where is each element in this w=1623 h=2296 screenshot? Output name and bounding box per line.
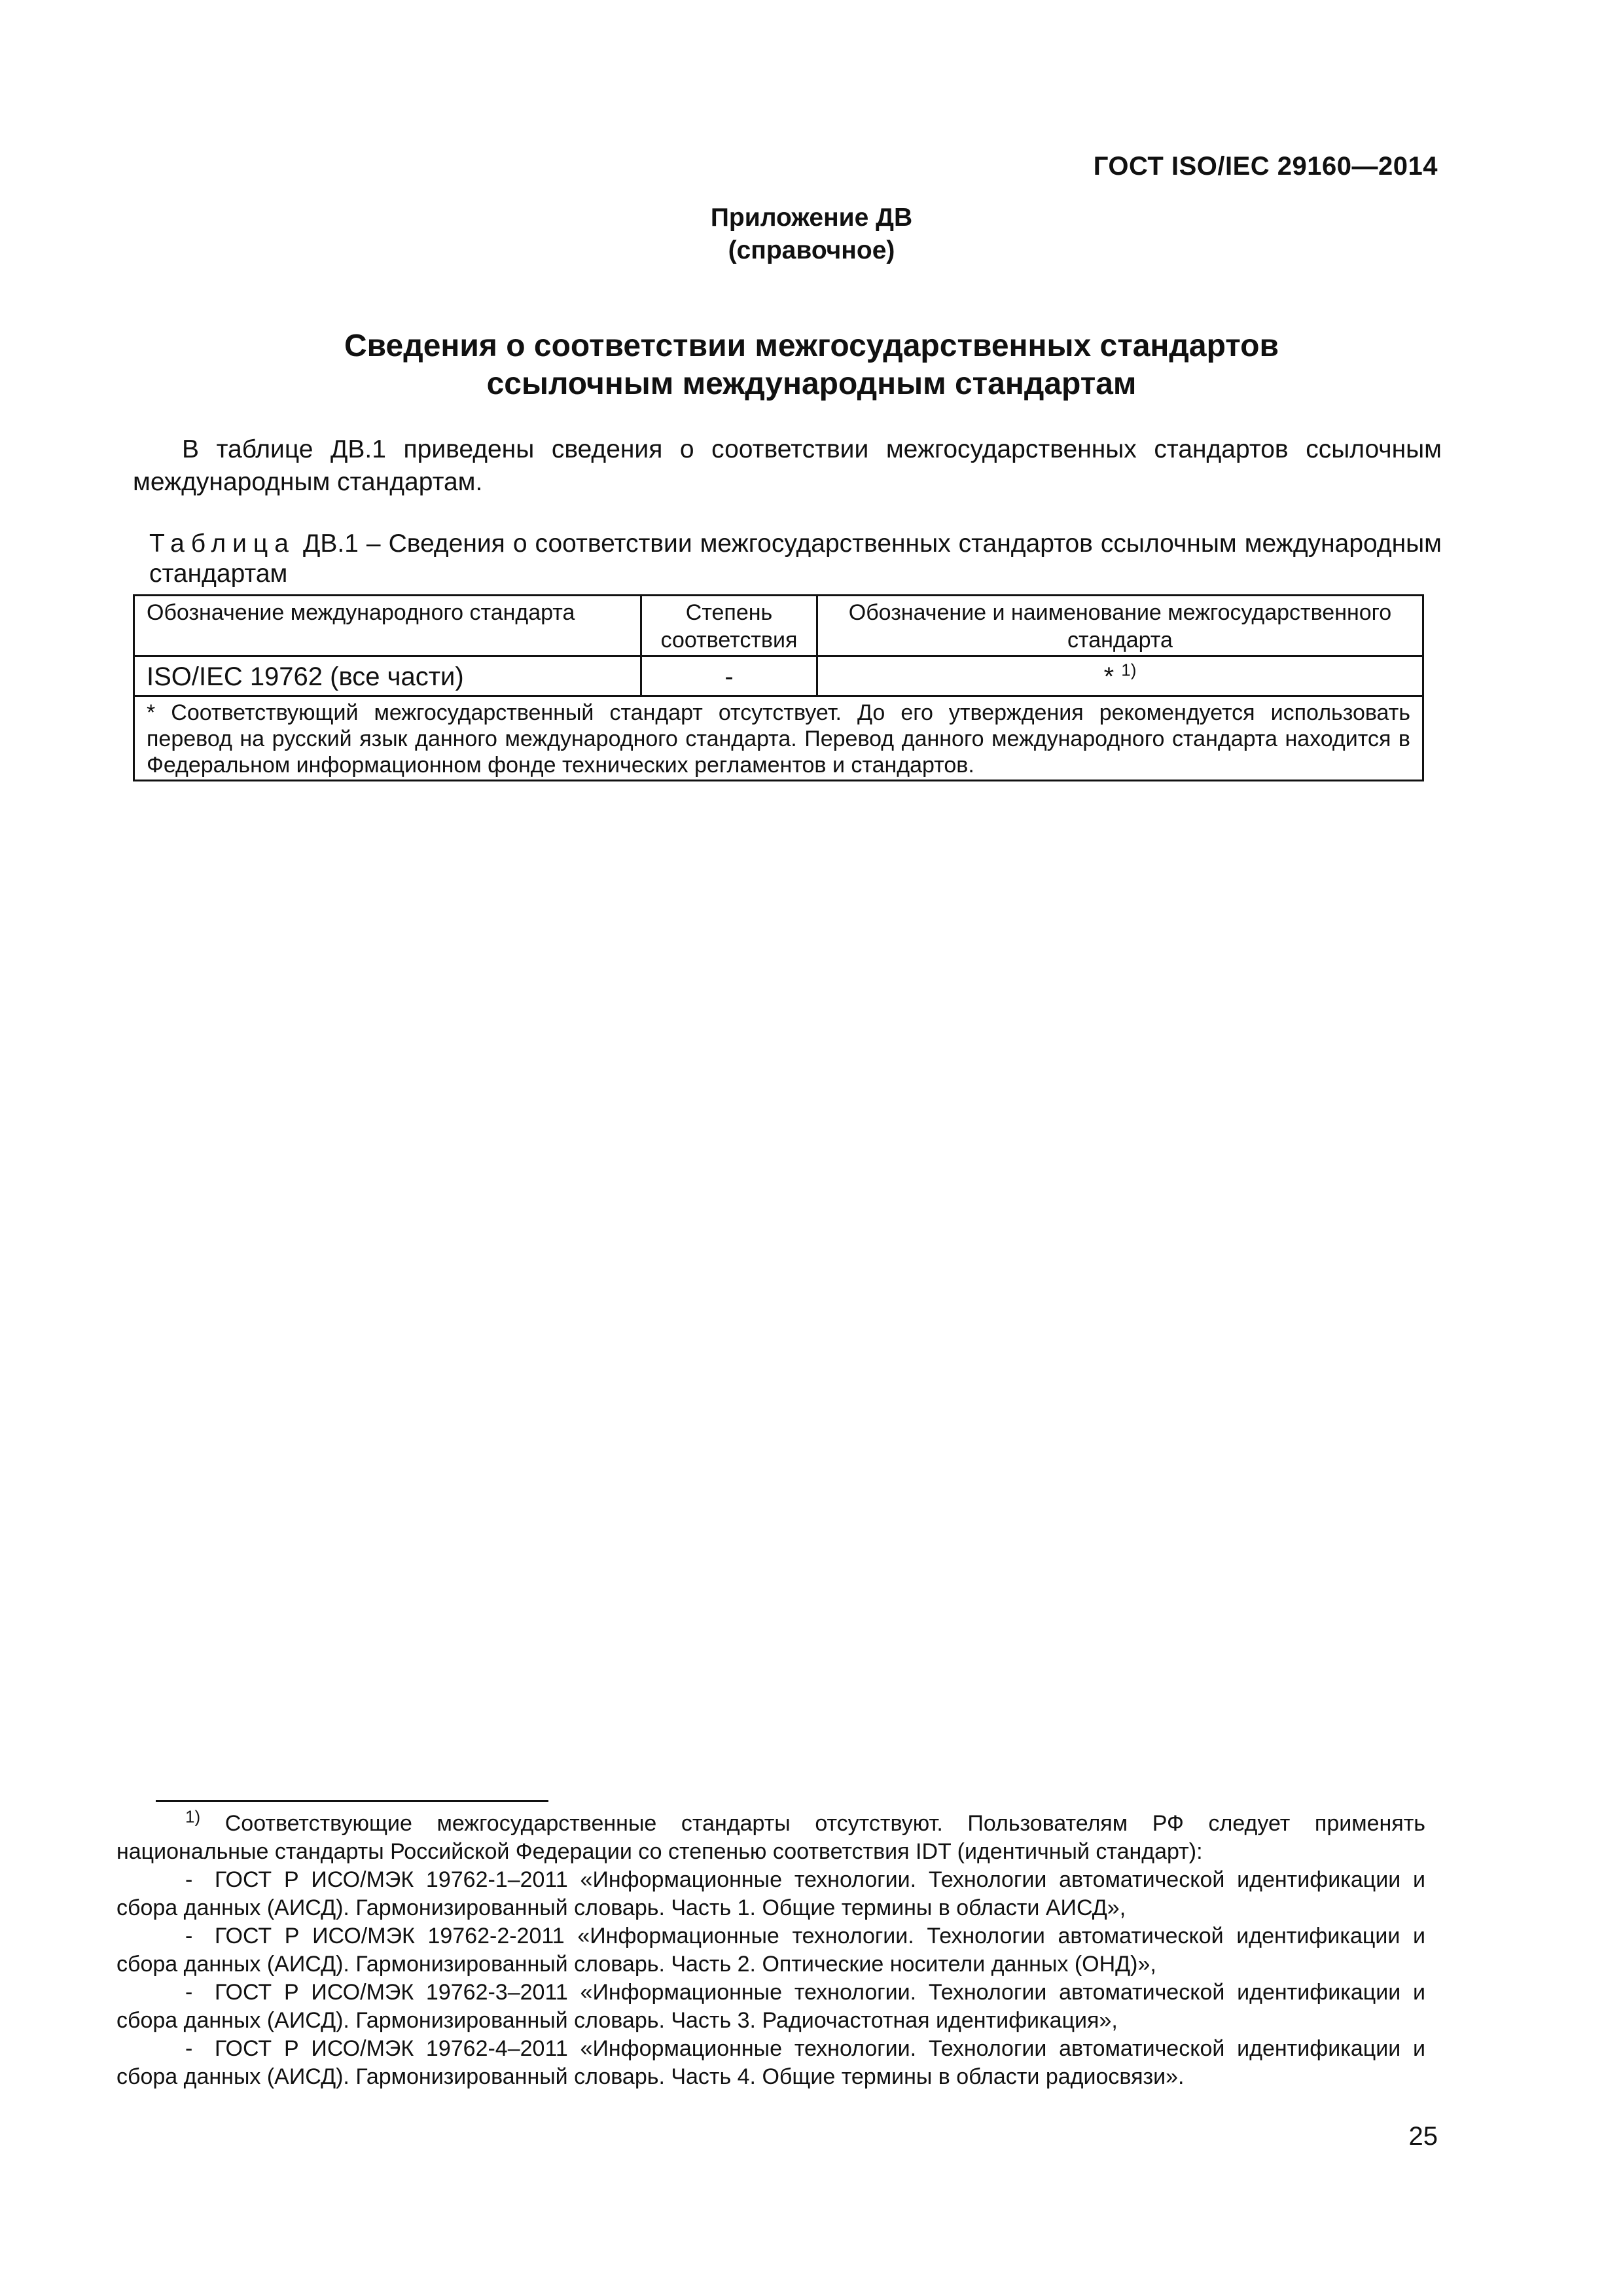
cell-interstate-value: * [1103, 662, 1115, 691]
table-caption-label: Таблица [149, 529, 295, 558]
footnote-marker: 1) [185, 1806, 201, 1827]
header-degree: Степень соответствия [641, 596, 817, 656]
table-caption [149, 529, 1442, 589]
page-title [0, 327, 1623, 403]
table-note: * Соответствующий межгосударственный стандарт отсутствует. До его утверждения рекомендуется использовать перевод на русский язык данного международного стандарта. Перевод данного международного стандарта находится в Федеральном информационном фонде технических регламентов и стандартов. [134, 696, 1423, 781]
annex-heading [0, 202, 1623, 267]
table-note-row [134, 696, 1423, 781]
footnote-item [116, 1979, 1425, 2035]
cell-designation: ISO/IEC 19762 (все части) [134, 656, 641, 696]
annex-type: (справочное) [728, 236, 895, 264]
page-title-line-1: Сведения о соответствии межгосударственных стандартов [344, 329, 1279, 363]
footnote-item [116, 1866, 1425, 1922]
footnote-item-dash: - [185, 1980, 193, 2005]
standard-number-header: ГОСТ ISO/IEC 29160—2014 [1093, 152, 1438, 181]
cell-degree: - [641, 656, 817, 696]
footnote-item-text: ГОСТ Р ИСО/МЭК 19762-1–2011 «Информационные технологии. Технологии автоматической идентификации и сбора данных (АИСД). Гармонизированный словарь. Часть 1. Общие термины в области АИСД», [116, 1867, 1425, 1920]
footnote-item-dash: - [185, 2036, 193, 2061]
standards-table [133, 594, 1424, 781]
footnote-intro [116, 1806, 1425, 1866]
footnote-item-text: ГОСТ Р ИСО/МЭК 19762-3–2011 «Информационные технологии. Технологии автоматической идентификации и сбора данных (АИСД). Гармонизированный словарь. Часть 3. Радиочастотная идентификация», [116, 1980, 1425, 2033]
cell-interstate [817, 656, 1423, 696]
header-international-standard: Обозначение международного стандарта [134, 596, 641, 656]
footnote [116, 1806, 1425, 2091]
annex-label: Приложение ДВ [710, 204, 913, 232]
footnote-item [116, 2035, 1425, 2091]
footnote-item-dash: - [185, 1867, 193, 1892]
page-number: 25 [1408, 2122, 1438, 2151]
footnote-item-text: ГОСТ Р ИСО/МЭК 19762-2-2011 «Информационные технологии. Технологии автоматической идентификации и сбора данных (АИСД). Гармонизированный словарь. Часть 2. Оптические носители данных (ОНД)», [116, 1924, 1425, 1977]
page-title-line-2: ссылочным международным стандартам [486, 367, 1137, 401]
table-row [134, 656, 1423, 696]
footnote-item [116, 1922, 1425, 1979]
header-interstate-standard: Обозначение и наименование межгосударственного стандарта [817, 596, 1423, 656]
footnote-item-dash: - [185, 1924, 193, 1948]
table-caption-text: ДВ.1 – Сведения о соответствии межгосударственных стандартов ссылочным международным стандартам [149, 529, 1442, 588]
footnote-text: Соответствующие межгосударственные стандарты отсутствуют. Пользователям РФ следует применять национальные стандарты Российской Федерации со степенью соответствия IDT (идентичный стандарт): [116, 1811, 1425, 1864]
table-header-row [134, 596, 1423, 656]
intro-paragraph: В таблице ДВ.1 приведены сведения о соответствии межгосударственных стандартов ссылочным международным стандартам. [133, 435, 1442, 496]
footnote-item-text: ГОСТ Р ИСО/МЭК 19762-4–2011 «Информационные технологии. Технологии автоматической идентификации и сбора данных (АИСД). Гармонизированный словарь. Часть 4. Общие термины в области радиосвязи». [116, 2036, 1425, 2089]
footnote-reference: 1) [1121, 660, 1137, 680]
footnote-separator [156, 1800, 548, 1802]
